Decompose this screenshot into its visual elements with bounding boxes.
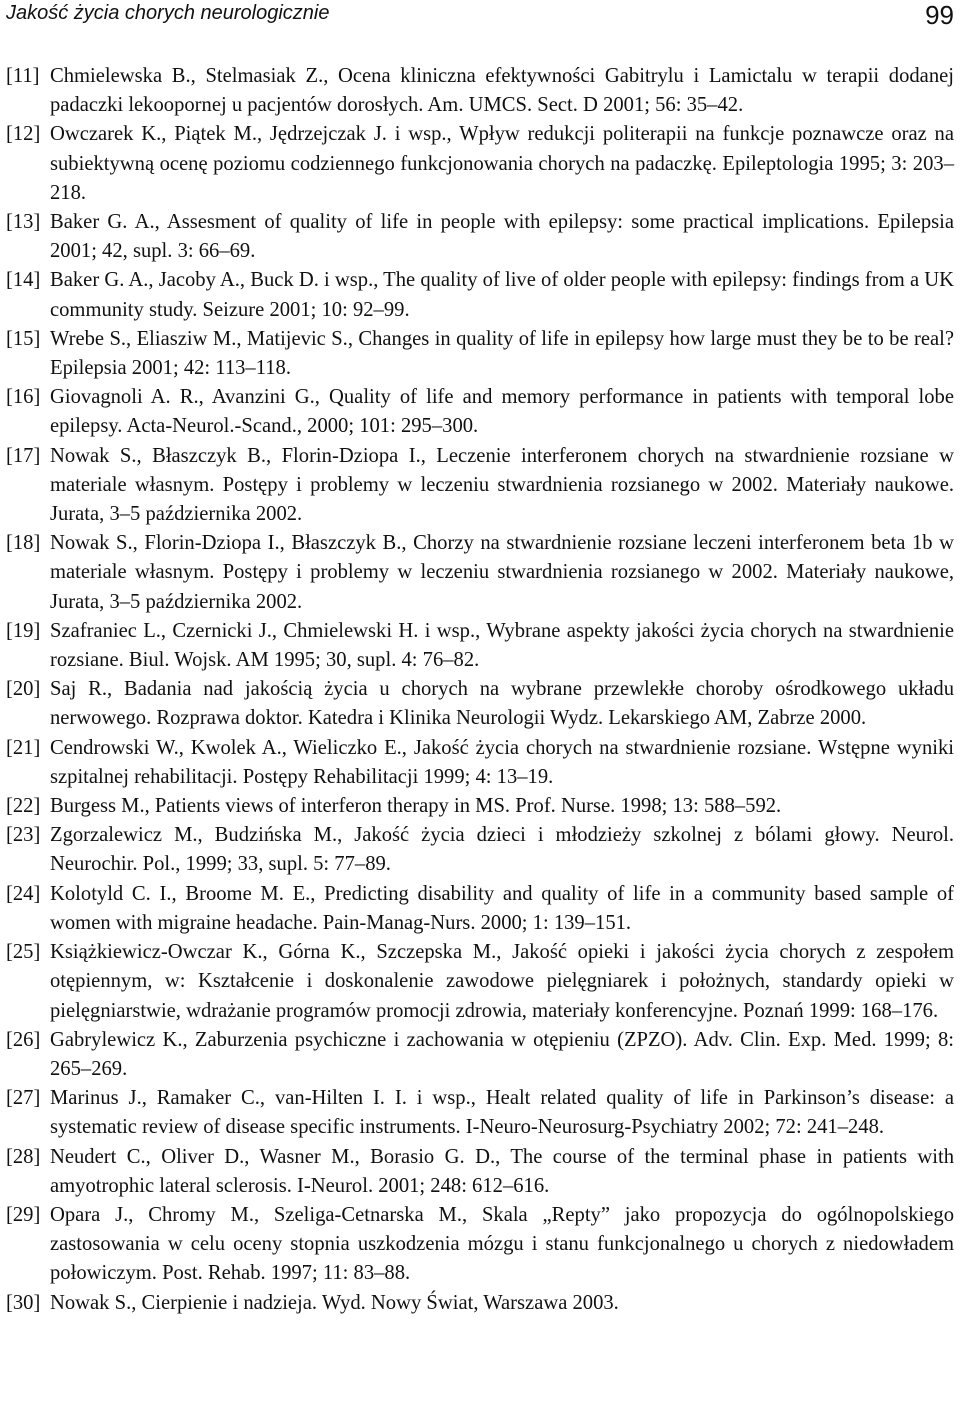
reference-text: Saj R., Badania nad jakością życia u chorych na wybrane przewlekłe choroby ośrodkowego układu nerwowego. Rozprawa doktor. Katedra i Klinika Neurologii Wydz. Lekarskiego AM, Zabrze 2000.	[50, 678, 954, 730]
reference-item	[6, 442, 954, 530]
reference-item	[6, 383, 954, 441]
reference-number: [21]	[6, 736, 41, 759]
reference-item	[6, 617, 954, 675]
reference-item	[6, 821, 954, 879]
reference-text: Nowak S., Cierpienie i nadzieja. Wyd. Nowy Świat, Warszawa 2003.	[50, 1291, 619, 1314]
reference-text: Zgorzalewicz M., Budzińska M., Jakość życia dzieci i młodzieży szkolnej z bólami głowy. Neurol. Neurochir. Pol., 1999; 33, supl. 5: 77–89.	[50, 824, 954, 876]
reference-number: [25]	[6, 941, 41, 964]
reference-text: Gabrylewicz K., Zaburzenia psychiczne i zachowania w otępieniu (ZPZO). Adv. Clin. Exp. Med. 1999; 8: 265–269.	[50, 1028, 954, 1080]
reference-number: [23]	[6, 824, 41, 847]
reference-text: Giovagnoli A. R., Avanzini G., Quality of life and memory performance in patients with temporal lobe epilepsy. Acta-Neurol.-Scand., 2000; 101: 295–300.	[50, 386, 954, 438]
reference-number: [17]	[6, 444, 41, 467]
reference-item	[6, 1201, 954, 1289]
reference-item	[6, 1289, 954, 1318]
running-title: Jakość życia chorych neurologicznie	[6, 2, 330, 24]
reference-text: Wrebe S., Eliasziw M., Matijevic S., Changes in quality of life in epilepsy how large must they be to be real? Epilepsia 2001; 42: 113–118.	[50, 327, 954, 380]
reference-item	[6, 120, 954, 208]
reference-text: Owczarek K., Piątek M., Jędrzejczak J. i wsp., Wpływ redukcji politerapii na funkcje poznawcze oraz na subiektywną ocenę poziomu codziennego funkcjonowania chorych na padaczkę. Epileptologia 1995; 3: 203–218.	[50, 123, 954, 204]
reference-number: [24]	[6, 882, 41, 905]
reference-text: Książkiewicz-Owczar K., Górna K., Szczepska M., Jakość opieki i jakości życia chorych z zespołem otępiennym, w: Kształcenie i doskonalenie zawodowe pielęgniarek i położnych, standardy opieki w pielęgniarstwie, wdrażanie programów promocji zdrowia, materiały konferencyjne. Poznań 1999: 168–176.	[50, 941, 954, 1022]
reference-number: [12]	[6, 123, 41, 146]
reference-item	[6, 734, 954, 792]
reference-number: [26]	[6, 1028, 41, 1051]
reference-number: [14]	[6, 269, 41, 292]
reference-text: Marinus J., Ramaker C., van-Hilten I. I. i wsp., Healt related quality of life in Parkinson’s disease: a systematic review of disease specific instruments. I-Neuro-Neurosurg-Psychiatry 2002; 72: 241–248.	[50, 1087, 954, 1139]
reference-item	[6, 266, 954, 324]
reference-text: Szafraniec L., Czernicki J., Chmielewski H. i wsp., Wybrane aspekty jakości życia chorych na stwardnienie rozsiane. Biul. Wojsk. AM 1995; 30, supl. 4: 76–82.	[50, 619, 954, 672]
reference-number: [30]	[6, 1291, 41, 1314]
reference-number: [22]	[6, 795, 41, 818]
reference-text: Nowak S., Błaszczyk B., Florin-Dziopa I., Leczenie interferonem chorych na stwardnienie rozsiane w materiale własnym. Postępy i problemy w leczeniu stwardnienia rozsianego w 2002. Materiały naukowe. Jurata, 3–5 października 2002.	[50, 444, 954, 526]
reference-number: [13]	[6, 211, 41, 234]
reference-item	[6, 792, 954, 821]
reference-text: Neudert C., Oliver D., Wasner M., Borasio G. D., The course of the terminal phase in patients with amyotrophic lateral sclerosis. I-Neurol. 2001; 248: 612–616.	[50, 1145, 954, 1197]
reference-number: [19]	[6, 619, 41, 642]
reference-number: [11]	[6, 65, 40, 87]
reference-number: [28]	[6, 1145, 41, 1168]
reference-list	[6, 62, 954, 1318]
reference-text: Chmielewska B., Stelmasiak Z., Ocena kliniczna efektywności Gabitrylu i Lamictalu w terapii dodanej padaczki lekoopornej u pacjentów dorosłych. Am. UMCS. Sect. D 2001; 56: 35–42.	[50, 65, 954, 117]
reference-text: Kolotyld C. I., Broome M. E., Predicting disability and quality of life in a community based sample of women with migraine headache. Pain-Manag-Nurs. 2000; 1: 139–151.	[50, 882, 954, 934]
reference-text: Nowak S., Florin-Dziopa I., Błaszczyk B., Chorzy na stwardnienie rozsiane leczeni interferonem beta 1b w materiale własnym. Postępy i problemy w leczeniu stwardnienia rozsianego w 2002. Materiały naukowe, Jurata, 3–5 października 2002.	[50, 532, 954, 613]
reference-text: Baker G. A., Assesment of quality of life in people with epilepsy: some practical implications. Epilepsia 2001; 42, supl. 3: 66–69.	[50, 211, 954, 263]
reference-item	[6, 1026, 954, 1084]
reference-number: [20]	[6, 678, 41, 701]
reference-item	[6, 208, 954, 266]
reference-number: [29]	[6, 1203, 41, 1226]
reference-item	[6, 675, 954, 733]
reference-item	[6, 62, 954, 120]
reference-number: [27]	[6, 1087, 41, 1110]
reference-item	[6, 880, 954, 938]
reference-item	[6, 938, 954, 1026]
reference-number: [18]	[6, 532, 41, 555]
reference-number: [15]	[6, 327, 41, 350]
page-number: 99	[925, 0, 954, 30]
reference-text: Cendrowski W., Kwolek A., Wieliczko E., Jakość życia chorych na stwardnienie rozsiane. Wstępne wyniki szpitalnej rehabilitacji. Postępy Rehabilitacji 1999; 4: 13–19.	[50, 736, 954, 788]
reference-text: Opara J., Chromy M., Szeliga-Cetnarska M., Skala „Repty” jako propozycja do ogólnopolskiego zastosowania w celu oceny stopnia uszkodzenia mózgu i stanu funkcjonalnego u chorych z niedowładem połowiczym. Post. Rehab. 1997; 11: 83–88.	[50, 1203, 954, 1285]
reference-text: Baker G. A., Jacoby A., Buck D. i wsp., The quality of live of older people with epilepsy: findings from a UK community study. Seizure 2001; 10: 92–99.	[50, 269, 954, 321]
page-header	[6, 0, 954, 40]
reference-text: Burgess M., Patients views of interferon therapy in MS. Prof. Nurse. 1998; 13: 588–592.	[50, 795, 782, 818]
reference-item	[6, 529, 954, 617]
reference-item	[6, 1143, 954, 1201]
reference-item	[6, 1084, 954, 1142]
reference-number: [16]	[6, 386, 41, 409]
reference-item	[6, 325, 954, 383]
